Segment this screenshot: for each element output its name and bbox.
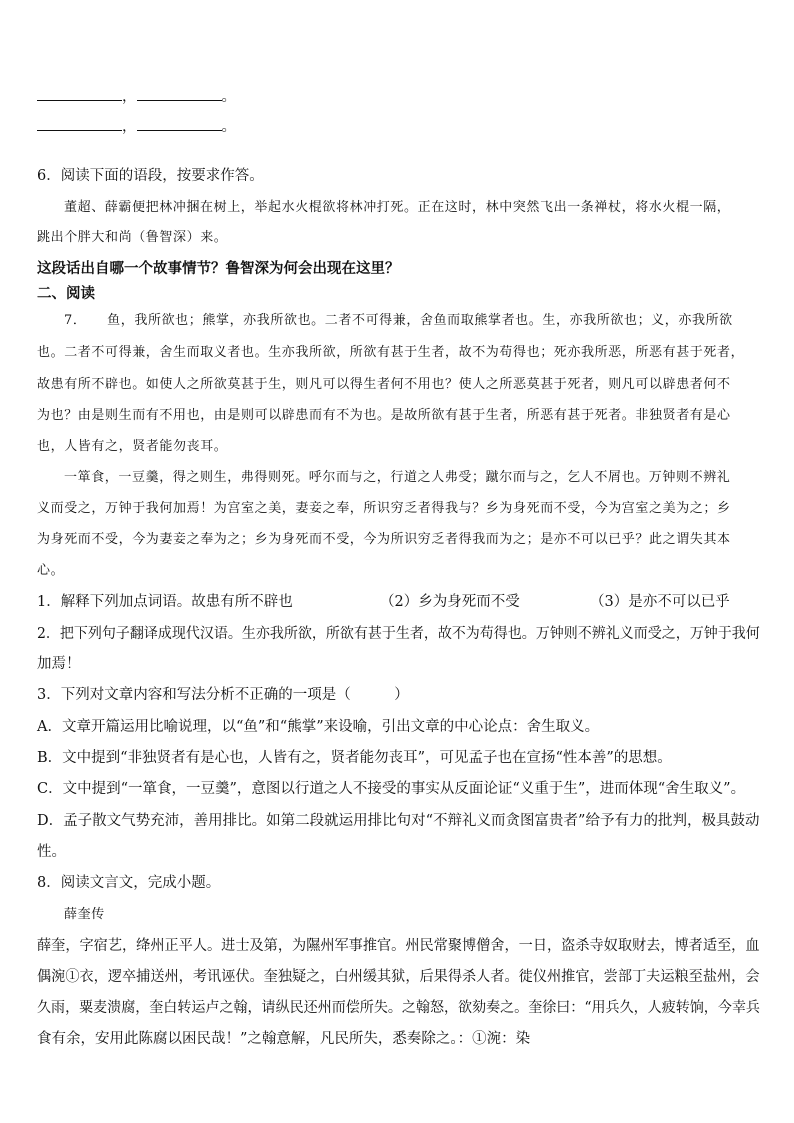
answer-blank-line-2 <box>37 116 236 137</box>
q7-passage-line: 为也？由是则生而有不用也，由是则可以辟患而有不为也。是故所欲有甚于生者，所恶有甚于死者。非独贤者有是心 <box>37 408 731 423</box>
section-title: 二、阅读 <box>37 285 95 302</box>
q8-title: 薛奎传 <box>64 907 105 922</box>
q7-sub1-option: （3）是亦不可以已乎 <box>590 594 730 610</box>
q7-passage-line: 7． 鱼，我所欲也；熊掌，亦我所欲也。二者不可得兼，舍鱼而取熊掌者也。生，亦我所欲也；义，亦我所欲 <box>64 313 733 328</box>
q8-passage-line: 偶涴①衣，逻卒捕送州，考讯诬伏。奎独疑之，白州缓其狱，后果得杀人者。徙仪州推官，尝部丁夫运粮至盐州，会 <box>37 969 760 985</box>
q8-prompt: 8．阅读文言文，完成小题。 <box>37 875 221 891</box>
q7-passage-line: 为身死而不受，今为妻妾之奉为之；乡为身死而不受，今为所识穷乏者得我而为之；是亦不可以已乎？此之谓失其本 <box>37 532 731 547</box>
period: 。 <box>221 89 236 105</box>
q8-passage-line: 食有余，安用此陈腐以困民哉！”之翰意解，凡民所失，悉奏除之。：①涴：染 <box>37 1031 531 1047</box>
answer-blank[interactable] <box>137 116 222 131</box>
q7-passage-line: 义而受之，万钟于我何加焉！为宫室之美，妻妾之奉，所识穷乏者得我与？乡为身死而不受，今为宫室之美为之；乡 <box>37 501 731 516</box>
answer-blank[interactable] <box>137 86 222 101</box>
q7-sub3-option-d: D．孟子散文气势充沛，善用排比。如第二段就运用排比句对“不辩礼义而贪图富贵者”给予有力的批判，极具鼓动 <box>37 813 760 829</box>
q6-question: 这段话出自哪一个故事情节？鲁智深为何会出现在这里？ <box>37 260 400 277</box>
q7-passage-line: 也。二者不可得兼，舍生而取义者也。生亦我所欲，所欲有甚于生者，故不为苟得也；死亦我所恶，所恶有甚于死者， <box>37 345 745 360</box>
q7-passage-line: 一箪食，一豆羹，得之则生，弗得则死。呼尔而与之，行道之人弗受；蹴尔而与之，乞人不屑也。万钟则不辨礼 <box>64 470 731 485</box>
q7-sub3-stem: 3．下列对文章内容和写法分析不正确的一项是（ ） <box>37 687 409 703</box>
comma: ， <box>122 119 137 135</box>
q6-prompt: 6．阅读下面的语段，按要求作答。 <box>37 168 264 184</box>
q7-sub3-option-d-cont: 性。 <box>37 844 66 860</box>
q7-passage-line: 心。 <box>37 563 65 578</box>
q7-sub3-option-b: B．文中提到“非独贤者有是心也，人皆有之，贤者能勿丧耳”，可见孟子也在宣扬“性本善”的思想。 <box>37 750 672 766</box>
comma: ， <box>122 89 137 105</box>
q7-sub1: 1．解释下列加点词语。故患有所不辟也 <box>37 594 293 610</box>
q8-passage-line: 薛奎，字宿艺，绛州正平人。进士及第，为隰州军事推官。州民常聚博僧舍，一日，盗杀寺奴取财去，博者适至，血 <box>37 938 760 954</box>
answer-blank[interactable] <box>37 116 122 131</box>
q7-sub3-option-c: C．文中提到“一箪食，一豆羹”，意图以行道之人不接受的事实从反面论证“义重于生”，进而体现“舍生取义”。 <box>37 781 746 797</box>
q7-sub2-line: 加焉！ <box>37 656 81 672</box>
q7-sub3-option-a: A．文章开篇运用比喻说理，以“鱼”和“熊掌”来设喻，引出文章的中心论点：舍生取义。 <box>37 719 600 735</box>
q7-sub2-line: 2．把下列句子翻译成现代汉语。生亦我所欲，所欲有甚于生者，故不为苟得也。万钟则不辨礼义而受之，万钟于我何 <box>37 626 760 642</box>
answer-blank[interactable] <box>37 86 122 101</box>
q7-passage-line: 也，人皆有之，贤者能勿丧耳。 <box>37 439 228 454</box>
q6-passage-line: 跳出个胖大和尚（鲁智深）来。 <box>37 230 228 245</box>
answer-blank-line-1 <box>37 86 236 107</box>
q7-sub1-option: （2）乡为身死而不受 <box>380 594 520 610</box>
q8-passage-line: 久雨，粟麦溃腐，奎白转运卢之翰，请纵民还州而偿所失。之翰怒，欲劾奏之。奎徐曰：“用兵久，人疲转饷，今幸兵 <box>37 1000 760 1016</box>
period: 。 <box>221 119 236 135</box>
q7-passage-line: 故患有所不辟也。如使人之所欲莫甚于生，则凡可以得生者何不用也？使人之所恶莫甚于死者，则凡可以辟患者何不 <box>37 377 731 392</box>
q6-passage-line: 董超、薛霸便把林冲捆在树上，举起水火棍欲将林冲打死。正在这时，林中突然飞出一条禅杖，将水火棍一隔， <box>64 200 731 215</box>
